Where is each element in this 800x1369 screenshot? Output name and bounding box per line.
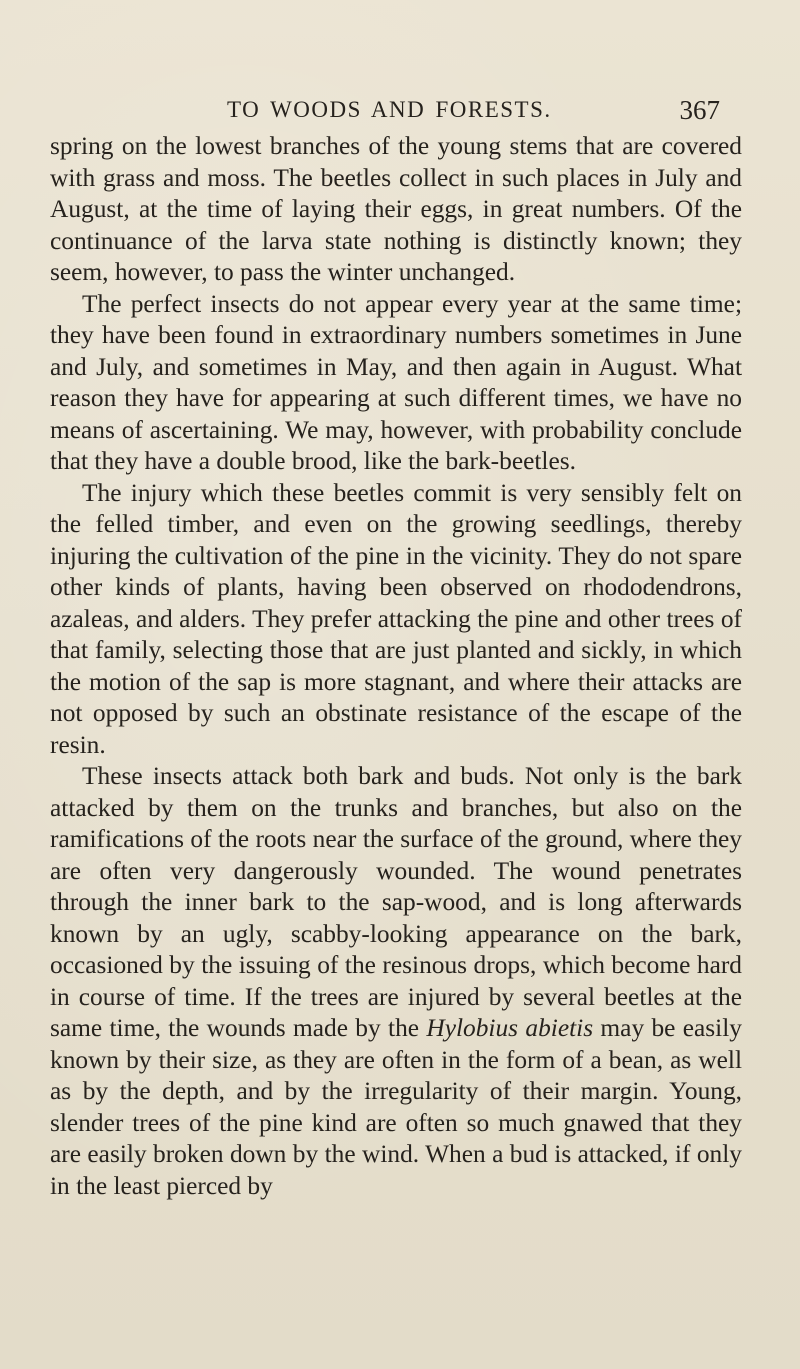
paragraph-attack-text-end: may be easily known by their size, as they are often in the form of a bean, as well as by the depth, and by the irregularity of their margin. Young, slender trees of the pine kind are often so much gnawed that they are easily broken down by the wind. When a bud is attacked, if only in the least pierced by <box>50 1014 742 1200</box>
running-title: TO WOODS AND FORESTS. <box>227 97 552 122</box>
paragraph-continuation: spring on the lowest branches of the young stems that are covered with grass and moss. The beetles collect in such places in July and August, at the time of laying their eggs, in great numbers. Of the continuance of the larva state nothing is distinctly known; they seem, however, to pass the winter unchanged. <box>50 132 742 286</box>
paragraph-attack-text-start: These insects attack both bark and buds. Not only is the bark attacked by them on the trunks and branches, but also on the ramifications of the roots near the surface of the ground, where they are often very dangerously wounded. The wound penetrates through the inner bark to the sap-wood, and is long afterwards known by an ugly, scabby-looking appearance on the bark, occasioned by the issuing of the resinous drops, which become hard in course of time. If the trees are injured by several beetles at the same time, the wounds made by the <box>50 762 742 1042</box>
page-number: 367 <box>679 95 720 125</box>
body-text <box>50 131 742 1202</box>
paragraph-injury: The injury which these beetles commit is very sensibly felt on the felled timber, and even on the growing seedlings, thereby injuring the cultivation of the pine in the vicinity. They do not spare other kinds of plants, having been observed on rhododendrons, azaleas, and alders. They prefer attacking the pine and other trees of that family, selecting those that are just planted and sickly, in which the motion of the sap is more stagnant, and where their attacks are not opposed by such an obstinate resistance of the escape of the resin. <box>50 478 742 759</box>
paragraph-attack <box>50 761 742 1202</box>
running-head <box>0 92 800 128</box>
species-name: Hylobius abietis <box>426 1014 594 1042</box>
paragraph-appearance: The perfect insects do not appear every year at the same time; they have been found in extraordinary numbers sometimes in June and July, and sometimes in May, and then again in August. What reason they have for appearing at such different times, we have no means of ascertaining. We may, however, with probability conclude that they have a double brood, like the bark-beetles. <box>50 289 742 475</box>
